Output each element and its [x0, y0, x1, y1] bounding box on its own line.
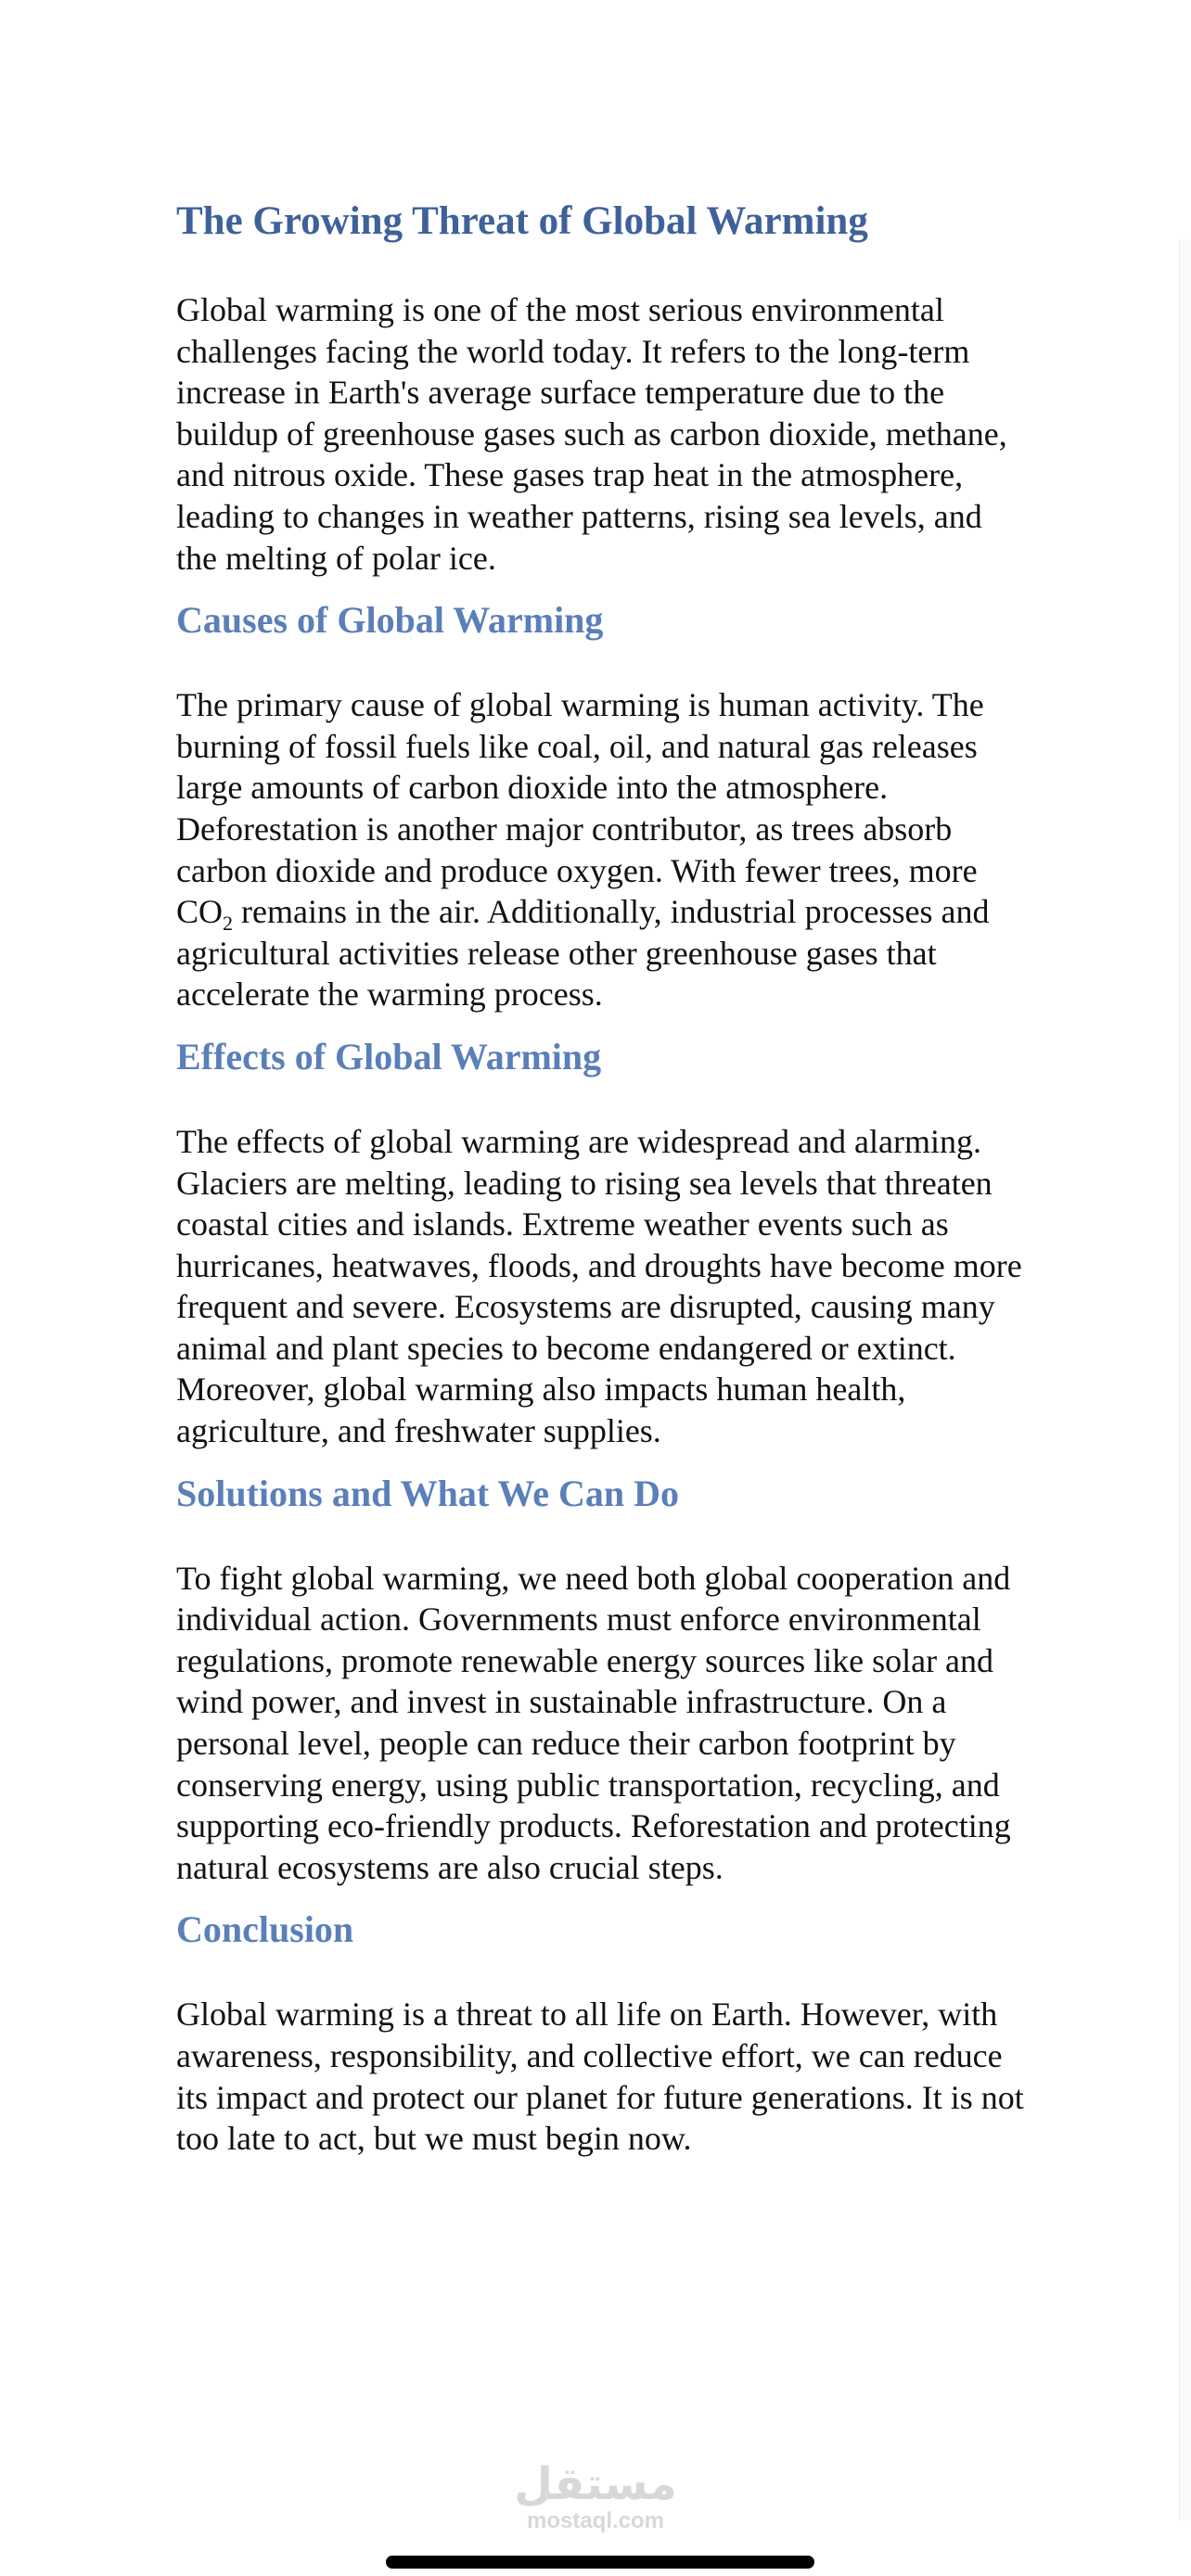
section-paragraph-causes — [176, 684, 1030, 1015]
scrollbar-track[interactable] — [1179, 239, 1191, 2520]
intro-paragraph: Global warming is one of the most serious environmental challenges facing the world today. It refers to the long-term increase in Earth's average surface temperature due to the buildup of greenhouse gases such as carbon dioxide, methane, and nitrous oxide. These gases trap heat in the atmosphere, leading to changes in weather patterns, rising sea levels, and the melting of polar ice. — [176, 291, 1007, 577]
document-title: The Growing Threat of Global Warming — [176, 199, 868, 243]
co2-formula-base: CO — [176, 893, 224, 931]
section-paragraph-conclusion: Global warming is a threat to all life on Earth. However, with awareness, responsibility, and collective effort, we can reduce its impact and protect our planet for future generations. It is not too late to act, but we must begin now. — [176, 1996, 1024, 2158]
watermark-site-text: mostaql.com — [526, 2508, 665, 2533]
causes-text-part-2: remains in the air. Additionally, industrial processes and agricultural activities release other greenhouse gases that accelerate the warming process. — [176, 893, 990, 1014]
document-body — [176, 197, 1030, 2160]
co2-formula-subscript: 2 — [223, 912, 234, 936]
watermark-logo-text: مستقل — [514, 2458, 677, 2510]
section-heading-causes: Causes of Global Warming — [176, 599, 604, 642]
section-heading-conclusion: Conclusion — [176, 1908, 354, 1951]
section-paragraph-effects: The effects of global warming are widespread and alarming. Glaciers are melting, leading to rising sea levels that threaten coastal cities and islands. Extreme weather events such as hurricanes, heatwaves, floods, and droughts have become more frequent and severe. Ecosystems are disrupted, causing many animal and plant species to become endangered or extinct. Moreover, global warming also impacts human health, agriculture, and freshwater supplies. — [176, 1122, 1022, 1450]
causes-text-part-1: The primary cause of global warming is human activity. The burning of fossil fuels like coal, oil, and natural gas releases large amounts of carbon dioxide into the atmosphere. Deforestation is another major contributor, as trees absorb carbon dioxide and produce oxygen. With fewer trees, more — [176, 686, 984, 889]
section-paragraph-solutions: To fight global warming, we need both global cooperation and individual action. Governments must enforce environmental regulations, promote renewable energy sources like solar and wind power, and invest in sustainable infrastructure. On a personal level, people can reduce their carbon footprint by conserving energy, using public transportation, recycling, and supporting eco-friendly products. Reforestation and protecting natural ecosystems are also crucial steps. — [176, 1559, 1011, 1886]
section-heading-solutions: Solutions and What We Can Do — [176, 1472, 680, 1514]
co2-formula — [176, 893, 234, 936]
home-indicator-bar[interactable] — [386, 2556, 814, 2569]
section-heading-effects: Effects of Global Warming — [176, 1035, 602, 1078]
mostaql-watermark — [0, 2459, 1191, 2533]
